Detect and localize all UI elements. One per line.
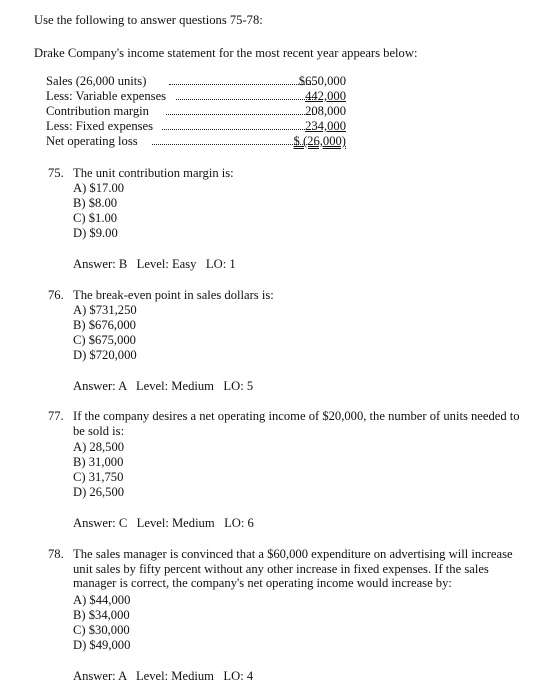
choice-c: C) $1.00 bbox=[73, 211, 118, 225]
question-number: 76. bbox=[48, 288, 64, 302]
choice-a: A) $17.00 bbox=[73, 181, 125, 195]
is-row-net-operating-loss bbox=[46, 134, 346, 148]
choice-a: A) $731,250 bbox=[73, 303, 137, 317]
dot-leader bbox=[162, 129, 315, 130]
is-amount: 208,000 bbox=[305, 104, 346, 118]
choice-b: B) $34,000 bbox=[73, 608, 130, 622]
is-row-contribution-margin bbox=[46, 104, 346, 118]
intro-heading: Use the following to answer questions 75-78: bbox=[34, 13, 263, 27]
choice-c: C) $675,000 bbox=[73, 333, 136, 347]
choice-b: B) 31,000 bbox=[73, 455, 124, 469]
answer-line: Answer: A Level: Medium LO: 4 bbox=[73, 669, 254, 683]
is-label: Less: Variable expenses bbox=[46, 89, 167, 103]
question-number: 75. bbox=[48, 166, 64, 180]
answer-line: Answer: B Level: Easy LO: 1 bbox=[73, 257, 236, 271]
is-label: Sales (26,000 units) bbox=[46, 74, 147, 88]
choice-c: C) 31,750 bbox=[73, 470, 124, 484]
choice-d: D) $9.00 bbox=[73, 226, 118, 240]
answer-line: Answer: A Level: Medium LO: 5 bbox=[73, 379, 254, 393]
choice-b: B) $676,000 bbox=[73, 318, 136, 332]
is-row-variable-expenses bbox=[46, 89, 346, 103]
question-number: 77. bbox=[48, 409, 64, 423]
answer-line: Answer: C Level: Medium LO: 6 bbox=[73, 516, 254, 530]
choice-c: C) $30,000 bbox=[73, 623, 130, 637]
choice-d: D) $720,000 bbox=[73, 348, 137, 362]
is-label: Less: Fixed expenses bbox=[46, 119, 154, 133]
is-amount: $ (26,000) bbox=[293, 134, 346, 148]
choice-a: A) $44,000 bbox=[73, 593, 131, 607]
choice-d: D) $49,000 bbox=[73, 638, 131, 652]
choice-a: A) 28,500 bbox=[73, 440, 125, 454]
dot-leader bbox=[176, 99, 315, 100]
dot-leader bbox=[166, 114, 315, 115]
question-text: The sales manager is convinced that a $60,000 expenditure on advertising will increase unit sales by fifty percent without any other increase in fixed expenses. If the sales manager is correct, the company's net operating income would increase by: bbox=[73, 547, 513, 590]
is-label: Net operating loss bbox=[46, 134, 138, 148]
is-amount: 234,000 bbox=[305, 119, 346, 133]
is-amount: 442,000 bbox=[305, 89, 346, 103]
dot-leader bbox=[169, 84, 315, 85]
question-number: 78. bbox=[48, 547, 64, 561]
intro-lead: Drake Company's income statement for the most recent year appears below: bbox=[34, 46, 418, 60]
is-row-fixed-expenses bbox=[46, 119, 346, 133]
question-text: The unit contribution margin is: bbox=[73, 166, 234, 180]
dot-leader bbox=[152, 144, 315, 145]
is-label: Contribution margin bbox=[46, 104, 149, 118]
choice-b: B) $8.00 bbox=[73, 196, 118, 210]
question-text: The break-even point in sales dollars is: bbox=[73, 288, 274, 302]
is-row-sales bbox=[46, 74, 346, 88]
is-amount: $650,000 bbox=[298, 74, 346, 88]
question-text: If the company desires a net operating income of $20,000, the number of units needed to be sold is: bbox=[73, 409, 520, 438]
choice-d: D) 26,500 bbox=[73, 485, 125, 499]
